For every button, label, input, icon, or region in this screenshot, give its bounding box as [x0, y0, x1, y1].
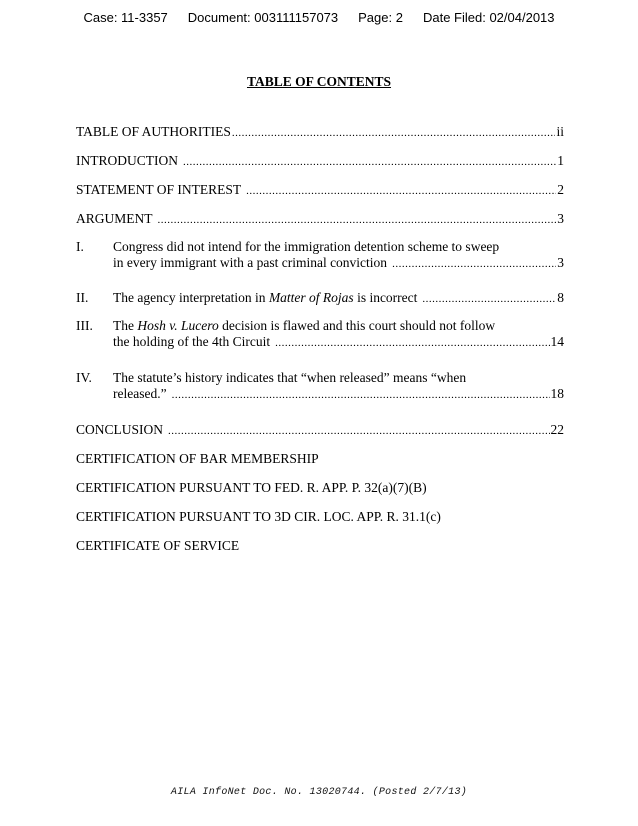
- toc-entry-argument-ii: [76, 290, 564, 306]
- toc-entry-argument-iii: [76, 318, 564, 350]
- toc-entry-cert-bar: [76, 451, 564, 467]
- date-filed: Date Filed: 02/04/2013: [422, 10, 555, 25]
- toc-entry-conclusion: [76, 422, 564, 438]
- filing-header: [0, 10, 638, 25]
- document-number: Document: 003111157073: [187, 10, 339, 25]
- toc-label: INTRODUCTION: [76, 153, 178, 168]
- dot-leader: [158, 212, 557, 228]
- toc-entry-statement-of-interest: [76, 182, 564, 198]
- page-title: TABLE OF CONTENTS: [246, 74, 392, 89]
- dot-leader: [168, 423, 549, 439]
- toc-label-line: Congress did not intend for the immigration detention scheme to sweep: [113, 239, 500, 254]
- dot-leader: [275, 335, 549, 351]
- toc-label: in every immigrant with a past criminal conviction: [113, 255, 388, 270]
- toc-entry-authorities: [76, 124, 564, 140]
- section-number: III.: [76, 318, 93, 333]
- section-number: I.: [76, 239, 84, 254]
- dot-leader: [246, 183, 556, 199]
- toc-entry-cert-3d: [76, 509, 564, 525]
- case-name: Lucero: [181, 318, 219, 333]
- case-number: Case: 11-3357: [83, 10, 168, 25]
- toc-label: STATEMENT OF INTEREST: [76, 182, 242, 197]
- footer-note: AILA InfoNet Doc. No. 13020744. (Posted 2/7/13): [170, 787, 468, 798]
- toc-label: ARGUMENT: [76, 211, 153, 226]
- toc-label: TABLE OF AUTHORITIES: [76, 124, 231, 139]
- toc-entry-introduction: [76, 153, 564, 169]
- toc-page: 8: [557, 290, 564, 305]
- toc-page: 2: [557, 182, 564, 197]
- section-number: II.: [76, 290, 89, 305]
- case-name: Hosh: [137, 318, 166, 333]
- dot-leader: [392, 256, 556, 272]
- toc-entry-cert-service: [76, 538, 564, 554]
- toc-page: 18: [550, 386, 564, 401]
- toc-page: 3: [557, 211, 564, 226]
- toc-label-line: The statute’s history indicates that “when released” means “when: [113, 370, 467, 385]
- dot-leader: [183, 154, 556, 170]
- toc-entry-cert-fed: [76, 480, 564, 496]
- dot-leader: [232, 125, 556, 141]
- toc-label: CERTIFICATION OF BAR MEMBERSHIP: [76, 451, 319, 466]
- toc-entry-argument-iv: [76, 370, 564, 402]
- toc-label-line: The Hosh v. Lucero decision is flawed and this court should not follow: [113, 318, 496, 333]
- toc-page: 1: [557, 153, 564, 168]
- toc-label: the holding of the 4th Circuit: [113, 334, 271, 349]
- page-number: Page: 2: [358, 10, 403, 25]
- toc-label: The agency interpretation in Matter of Rojas is incorrect: [113, 290, 418, 305]
- toc-entry-argument-i: [76, 239, 564, 271]
- dot-leader: [172, 387, 550, 403]
- toc-page: 14: [550, 334, 564, 349]
- toc-page: 3: [557, 255, 564, 270]
- toc-label: CONCLUSION: [76, 422, 164, 437]
- toc-label: CERTIFICATION PURSUANT TO 3D CIR. LOC. APP. R. 31.1(c): [76, 509, 441, 524]
- toc-page: ii: [556, 124, 564, 139]
- dot-leader: [422, 291, 556, 307]
- toc-label: CERTIFICATION PURSUANT TO FED. R. APP. P. 32(a)(7)(B): [76, 480, 427, 495]
- toc-page: 22: [550, 422, 564, 437]
- toc-label: released.”: [113, 386, 167, 401]
- toc-label: CERTIFICATE OF SERVICE: [76, 538, 240, 553]
- case-name: Matter of Rojas: [268, 290, 354, 305]
- toc-entry-argument: [76, 211, 564, 227]
- section-number: IV.: [76, 370, 92, 385]
